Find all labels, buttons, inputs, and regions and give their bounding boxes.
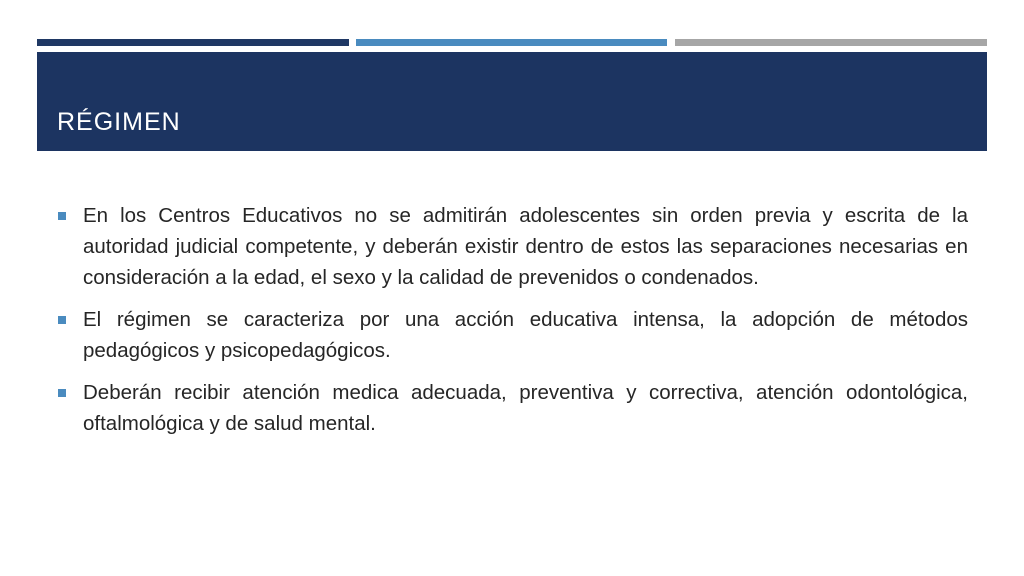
bullet-text: En los Centros Educativos no se admitirán adolescentes sin orden previa y escrita de la autoridad judicial competente, y deberán existir dentro de estos las separaciones necesarias en consideración a la edad, el sexo y la calidad de prevenidos o condenados. — [83, 204, 968, 289]
bullet-text: El régimen se caracteriza por una acción educativa intensa, la adopción de métodos pedagógicos y psicopedagógicos. — [83, 308, 968, 362]
accent-bar-gray — [675, 39, 987, 46]
accent-bar-dark — [37, 39, 349, 46]
bullet-item — [58, 304, 968, 366]
bullet-item — [58, 200, 968, 293]
square-bullet-icon — [58, 212, 66, 220]
square-bullet-icon — [58, 389, 66, 397]
accent-bar-blue — [356, 39, 667, 46]
square-bullet-icon — [58, 316, 66, 324]
bullet-list — [58, 200, 968, 450]
bullet-text: Deberán recibir atención medica adecuada, preventiva y correctiva, atención odontológica, oftalmológica y de salud mental. — [83, 381, 968, 435]
title-band — [37, 52, 987, 151]
slide-title: RÉGIMEN — [57, 108, 181, 136]
bullet-item — [58, 377, 968, 439]
